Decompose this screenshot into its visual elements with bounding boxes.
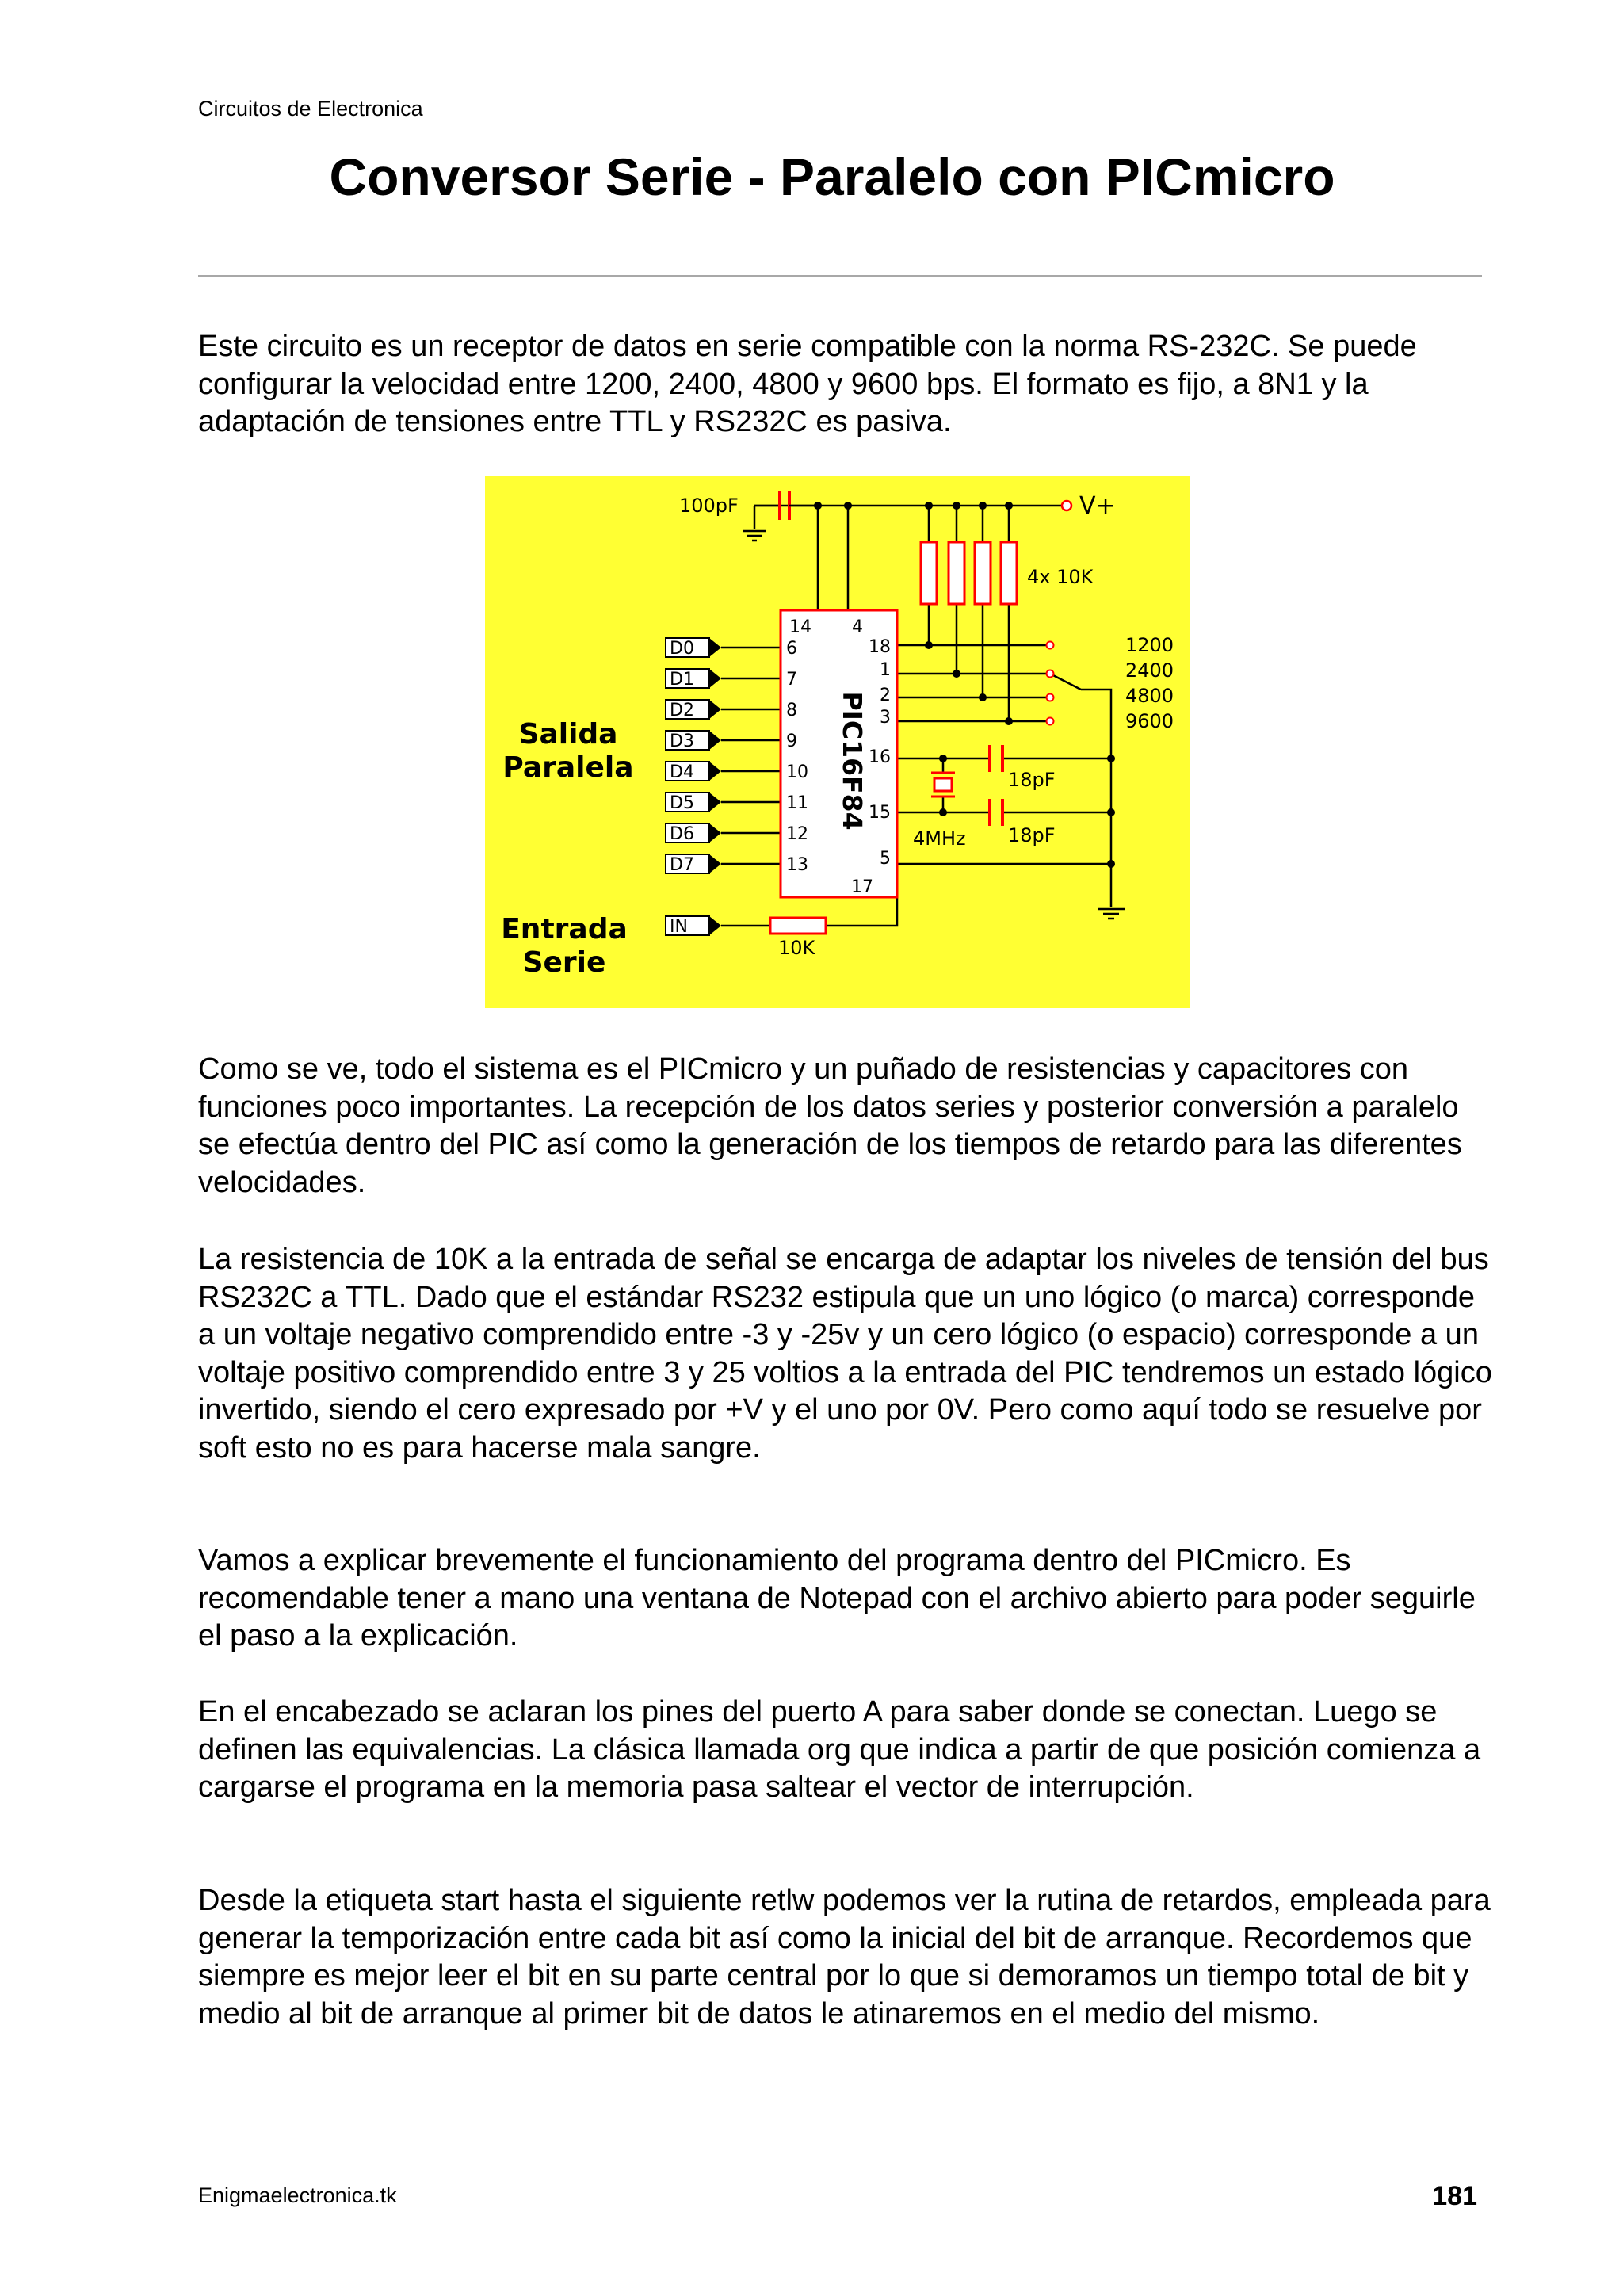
- svg-text:D5: D5: [670, 793, 694, 813]
- svg-text:D7: D7: [670, 855, 694, 875]
- cap-100pf-label: 100pF: [679, 495, 739, 517]
- baud-9600: 9600: [1125, 710, 1174, 732]
- salida-label: Salida: [518, 718, 618, 751]
- pin-10: 10: [786, 762, 808, 782]
- pin-7: 7: [786, 670, 797, 690]
- svg-text:D1: D1: [670, 670, 694, 690]
- pin-14: 14: [789, 617, 812, 637]
- baud-2400: 2400: [1125, 659, 1174, 682]
- svg-text:D3: D3: [670, 732, 694, 751]
- pin-2: 2: [880, 686, 891, 705]
- chip-label: PIC16F84: [837, 691, 868, 831]
- pin-17: 17: [851, 877, 873, 897]
- cap-18pf-2-label: 18pF: [1008, 824, 1056, 846]
- circuit-schematic: [485, 476, 1190, 1008]
- cap-18pf-1-label: 18pF: [1008, 769, 1056, 791]
- pin-13: 13: [786, 855, 808, 875]
- paragraph-header: En el encabezado se aclaran los pines del puerto A para saber donde se conectan. Luego se definen las equivalencias. La clásica llamada org que indica a partir de que posición comienza a cargarse el programa en la memoria pasa saltear el vector de interrupción.: [198, 1695, 1481, 1804]
- paralela-label: Paralela: [502, 751, 634, 784]
- paragraph-overview: Como se ve, todo el sistema es el PICmicro y un puñado de resistencias y capacitores con funciones poco importantes. La recepción de los datos series y posterior conversión a paralelo se efectúa dentro del PIC así como la generación de los tiempos de retardo para las diferentes velocidades.: [198, 1052, 1462, 1199]
- paragraph-program: Vamos a explicar brevemente el funcionamiento del programa dentro del PICmicro. Es recomendable tener a mano una ventana de Notepad con el archivo abierto para poder seguirle el paso a la explicación.: [198, 1544, 1476, 1652]
- pin-1: 1: [880, 660, 891, 680]
- page-number: 181: [1432, 2181, 1477, 2211]
- baud-1200: 1200: [1125, 634, 1174, 656]
- pin-9: 9: [786, 732, 797, 751]
- svg-text:D2: D2: [670, 701, 694, 720]
- paragraph-intro: Este circuito es un receptor de datos en serie compatible con la norma RS-232C. Se puede configurar la velocidad entre 1200, 2400, 4800 y 9600 bps. El formato es fijo, a 8N1 y la adaptación de tensiones entre TTL y RS232C es pasiva.: [198, 330, 1417, 438]
- pin-6: 6: [786, 639, 797, 659]
- serie-label: Serie: [522, 946, 606, 979]
- title-divider: [198, 275, 1482, 277]
- pin-3: 3: [880, 708, 891, 728]
- pin-12: 12: [786, 824, 808, 844]
- running-header: Circuitos de Electronica: [198, 97, 423, 120]
- footer-site: Enigmaelectronica.tk: [198, 2183, 397, 2207]
- svg-text:D4: D4: [670, 762, 694, 782]
- paragraph-resistor: La resistencia de 10K a la entrada de señal se encarga de adaptar los niveles de tensión del bus RS232C a TTL. Dado que el estándar RS232 estipula que un uno lógico (o marca) corresponde a un voltaje negativo comprendido entre -3 y -25v y un cero lógico (o espacio) corresponde a un voltaje positivo comprendido entre 3 y 25 voltios a la entrada del PIC tendremos un estado lógico invertido, siendo el cero expresado por +V y el uno por 0V. Pero como aquí todo se resuelve por soft esto no es para hacerse mala sangre.: [198, 1243, 1492, 1465]
- pin-15: 15: [869, 803, 891, 823]
- svg-text:IN: IN: [670, 917, 688, 937]
- resistor-array-label: 4x 10K: [1027, 566, 1094, 588]
- vplus-label: V+: [1079, 492, 1116, 520]
- pin-4: 4: [852, 617, 863, 637]
- svg-text:D0: D0: [670, 639, 694, 659]
- svg-text:D6: D6: [670, 824, 694, 844]
- vplus-terminal: [1062, 501, 1071, 510]
- pin-8: 8: [786, 701, 797, 720]
- pin-18: 18: [869, 637, 891, 657]
- paragraph-delays: Desde la etiqueta start hasta el siguiente retlw podemos ver la rutina de retardos, empleada para generar la temporización entre cada bit así como la inicial del bit de arranque. Recordemos que siempre es mejor leer el bit en su parte central por lo que si demoramos un tiempo total de bit y medio al bit de arranque al primer bit de datos le atinaremos en el medio del mismo.: [198, 1884, 1491, 2030]
- pin-11: 11: [786, 793, 808, 813]
- crystal-label: 4MHz: [913, 827, 966, 850]
- baud-4800: 4800: [1125, 685, 1174, 707]
- entrada-label: Entrada: [501, 913, 628, 946]
- input-resistor-label: 10K: [778, 937, 815, 959]
- page-title: Conversor Serie - Paralelo con PICmicro: [329, 147, 1335, 206]
- input-resistor: [770, 918, 826, 934]
- schematic-svg: [485, 476, 1190, 1008]
- pin-16: 16: [869, 747, 891, 767]
- pin-5: 5: [880, 849, 891, 869]
